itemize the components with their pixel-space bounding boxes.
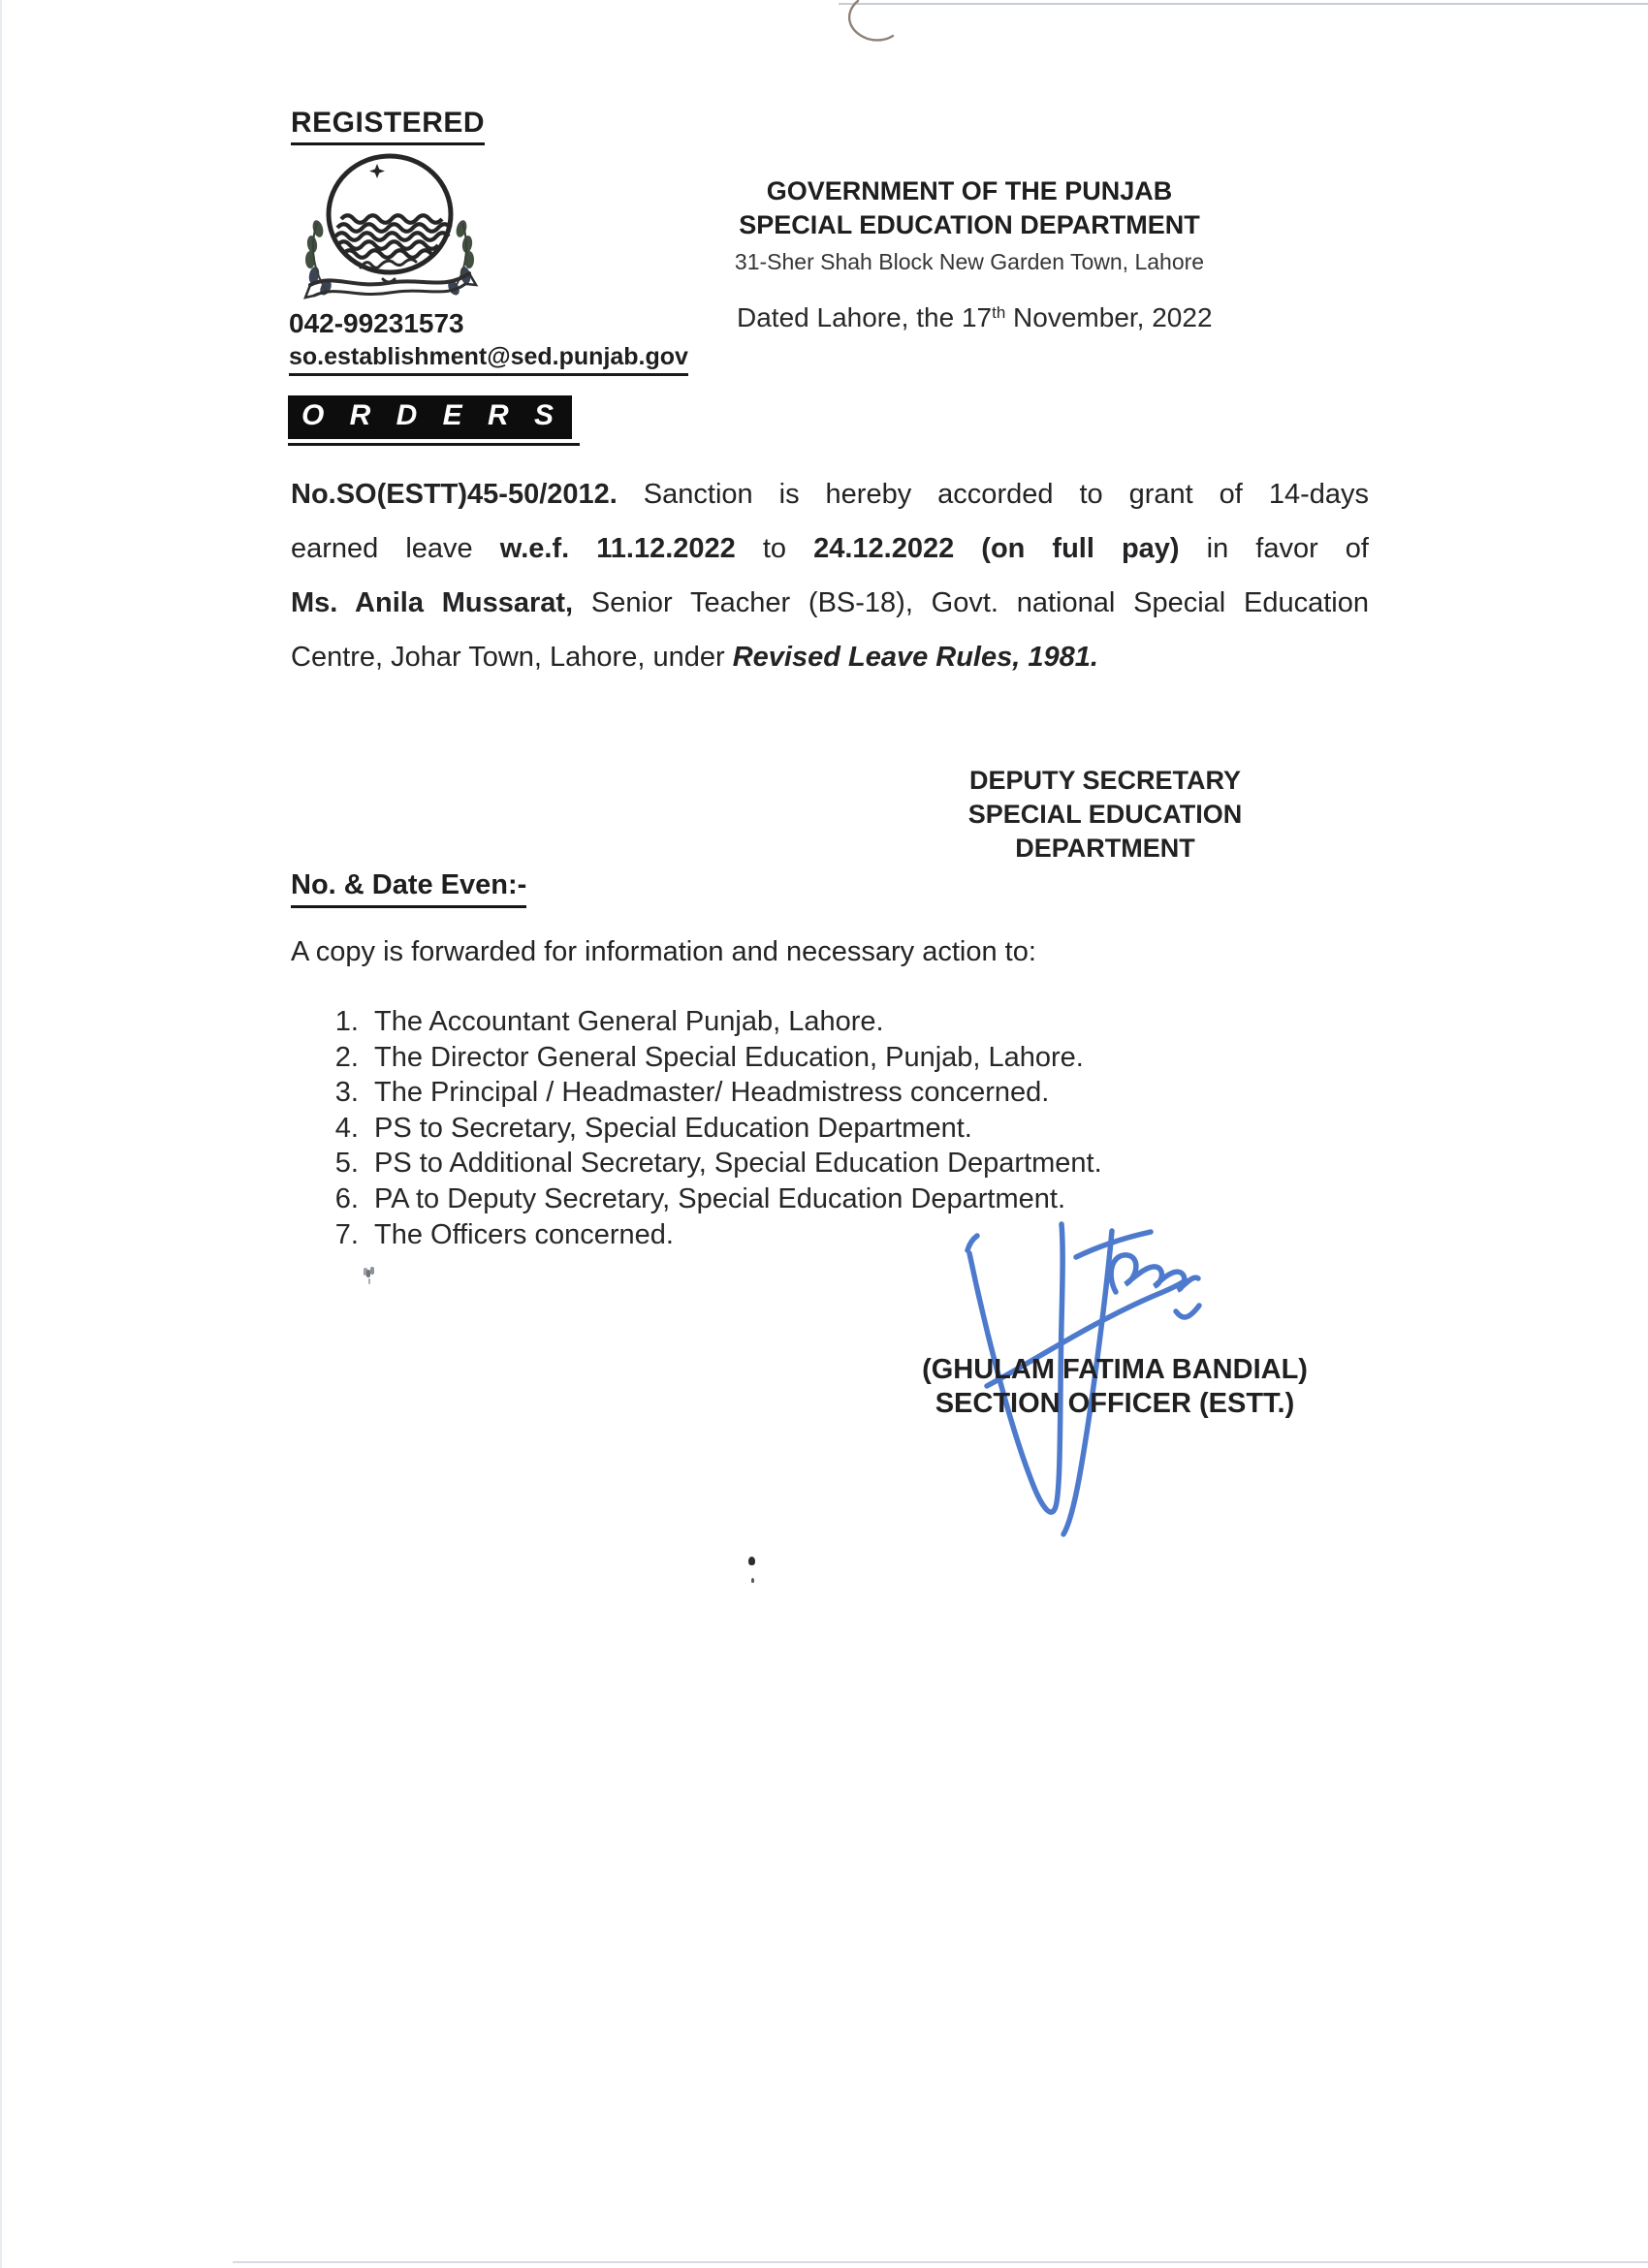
- distribution-intro: A copy is forwarded for information and necessary action to:: [291, 936, 1036, 967]
- order-body-line: [291, 521, 1369, 576]
- list-item: 2. The Director General Special Education, Punjab, Lahore.: [366, 1040, 1316, 1076]
- signing-officer-block: [916, 1353, 1314, 1421]
- list-item: 1. The Accountant General Punjab, Lahore.: [366, 1004, 1316, 1040]
- email-address: so.establishment@sed.punjab.gov: [289, 343, 688, 376]
- list-item: 7. The Officers concerned.: [366, 1217, 1316, 1253]
- reference-heading: No. & Date Even:-: [291, 869, 526, 908]
- body-text: to: [735, 533, 814, 564]
- org-address: 31-Sher Shah Block New Garden Town, Lahore: [734, 249, 1205, 274]
- org-name-line1: GOVERNMENT OF THE PUNJAB: [766, 176, 1173, 205]
- star-icon: [369, 164, 385, 178]
- body-text: in favor of: [1179, 533, 1369, 564]
- list-item: 6. PA to Deputy Secretary, Special Education Department.: [366, 1181, 1316, 1217]
- leave-end-date: 24.12.2022: [813, 533, 955, 564]
- order-body-line: [291, 576, 1369, 630]
- scan-speck: [748, 1557, 755, 1565]
- order-body-paragraph: [291, 467, 1369, 684]
- signing-officer-title: SECTION OFFICER (ESTT.): [935, 1388, 1295, 1419]
- leave-rules-reference: Revised Leave Rules, 1981.: [732, 642, 1098, 673]
- list-item: 5. PS to Additional Secretary, Special Education Department.: [366, 1146, 1316, 1181]
- order-number: No.SO(ESTT)45-50/2012.: [291, 479, 618, 510]
- signatory-designation-block: [950, 764, 1260, 866]
- body-text: [954, 533, 981, 564]
- pay-status: (on full pay): [981, 533, 1180, 564]
- river-waves: [335, 215, 451, 258]
- leave-start-date: w.e.f. 11.12.2022: [499, 533, 736, 564]
- body-text: earned leave: [291, 533, 500, 564]
- list-item: 4. PS to Secretary, Special Education Department.: [366, 1111, 1316, 1147]
- designation-line: SPECIAL EDUCATION: [967, 800, 1243, 829]
- registered-label: REGISTERED: [291, 107, 485, 145]
- letterhead-org-block: [708, 174, 1231, 279]
- order-body-line: [291, 630, 1369, 684]
- date-line: [737, 302, 1213, 333]
- orders-heading: O R D E R S: [288, 395, 572, 439]
- date-suffix: November, 2022: [1005, 302, 1213, 332]
- date-prefix: Dated Lahore, the 17: [737, 302, 993, 332]
- scan-top-edge-line: [839, 3, 1648, 5]
- list-item: 3. The Principal / Headmaster/ Headmistress concerned.: [366, 1075, 1316, 1111]
- order-body-line: [291, 467, 1369, 521]
- punjab-government-crest-logo: [283, 143, 496, 308]
- signing-officer-name: (GHULAM FATIMA BANDIAL): [922, 1354, 1308, 1385]
- scan-bottom-edge-line: [233, 2261, 1648, 2263]
- body-text: Senior Teacher (BS-18), Govt. national Special Education: [573, 587, 1369, 618]
- page-curl-mark: [829, 0, 945, 47]
- body-text: Sanction is hereby accorded to grant of 14-days: [617, 479, 1369, 510]
- orders-heading-underline: [288, 395, 580, 446]
- employee-name: Ms. Anila Mussarat,: [291, 587, 574, 618]
- designation-line: DEPARTMENT: [1015, 834, 1195, 863]
- phone-number: 042-99231573: [289, 308, 464, 338]
- scan-speck: [366, 1270, 370, 1277]
- designation-line: DEPUTY SECRETARY: [968, 766, 1242, 795]
- body-text: Centre, Johar Town, Lahore, under: [291, 642, 733, 673]
- scan-left-edge-line: [0, 0, 2, 2268]
- date-ordinal-suffix: th: [992, 303, 1006, 322]
- org-name-line2: SPECIAL EDUCATION DEPARTMENT: [739, 210, 1200, 239]
